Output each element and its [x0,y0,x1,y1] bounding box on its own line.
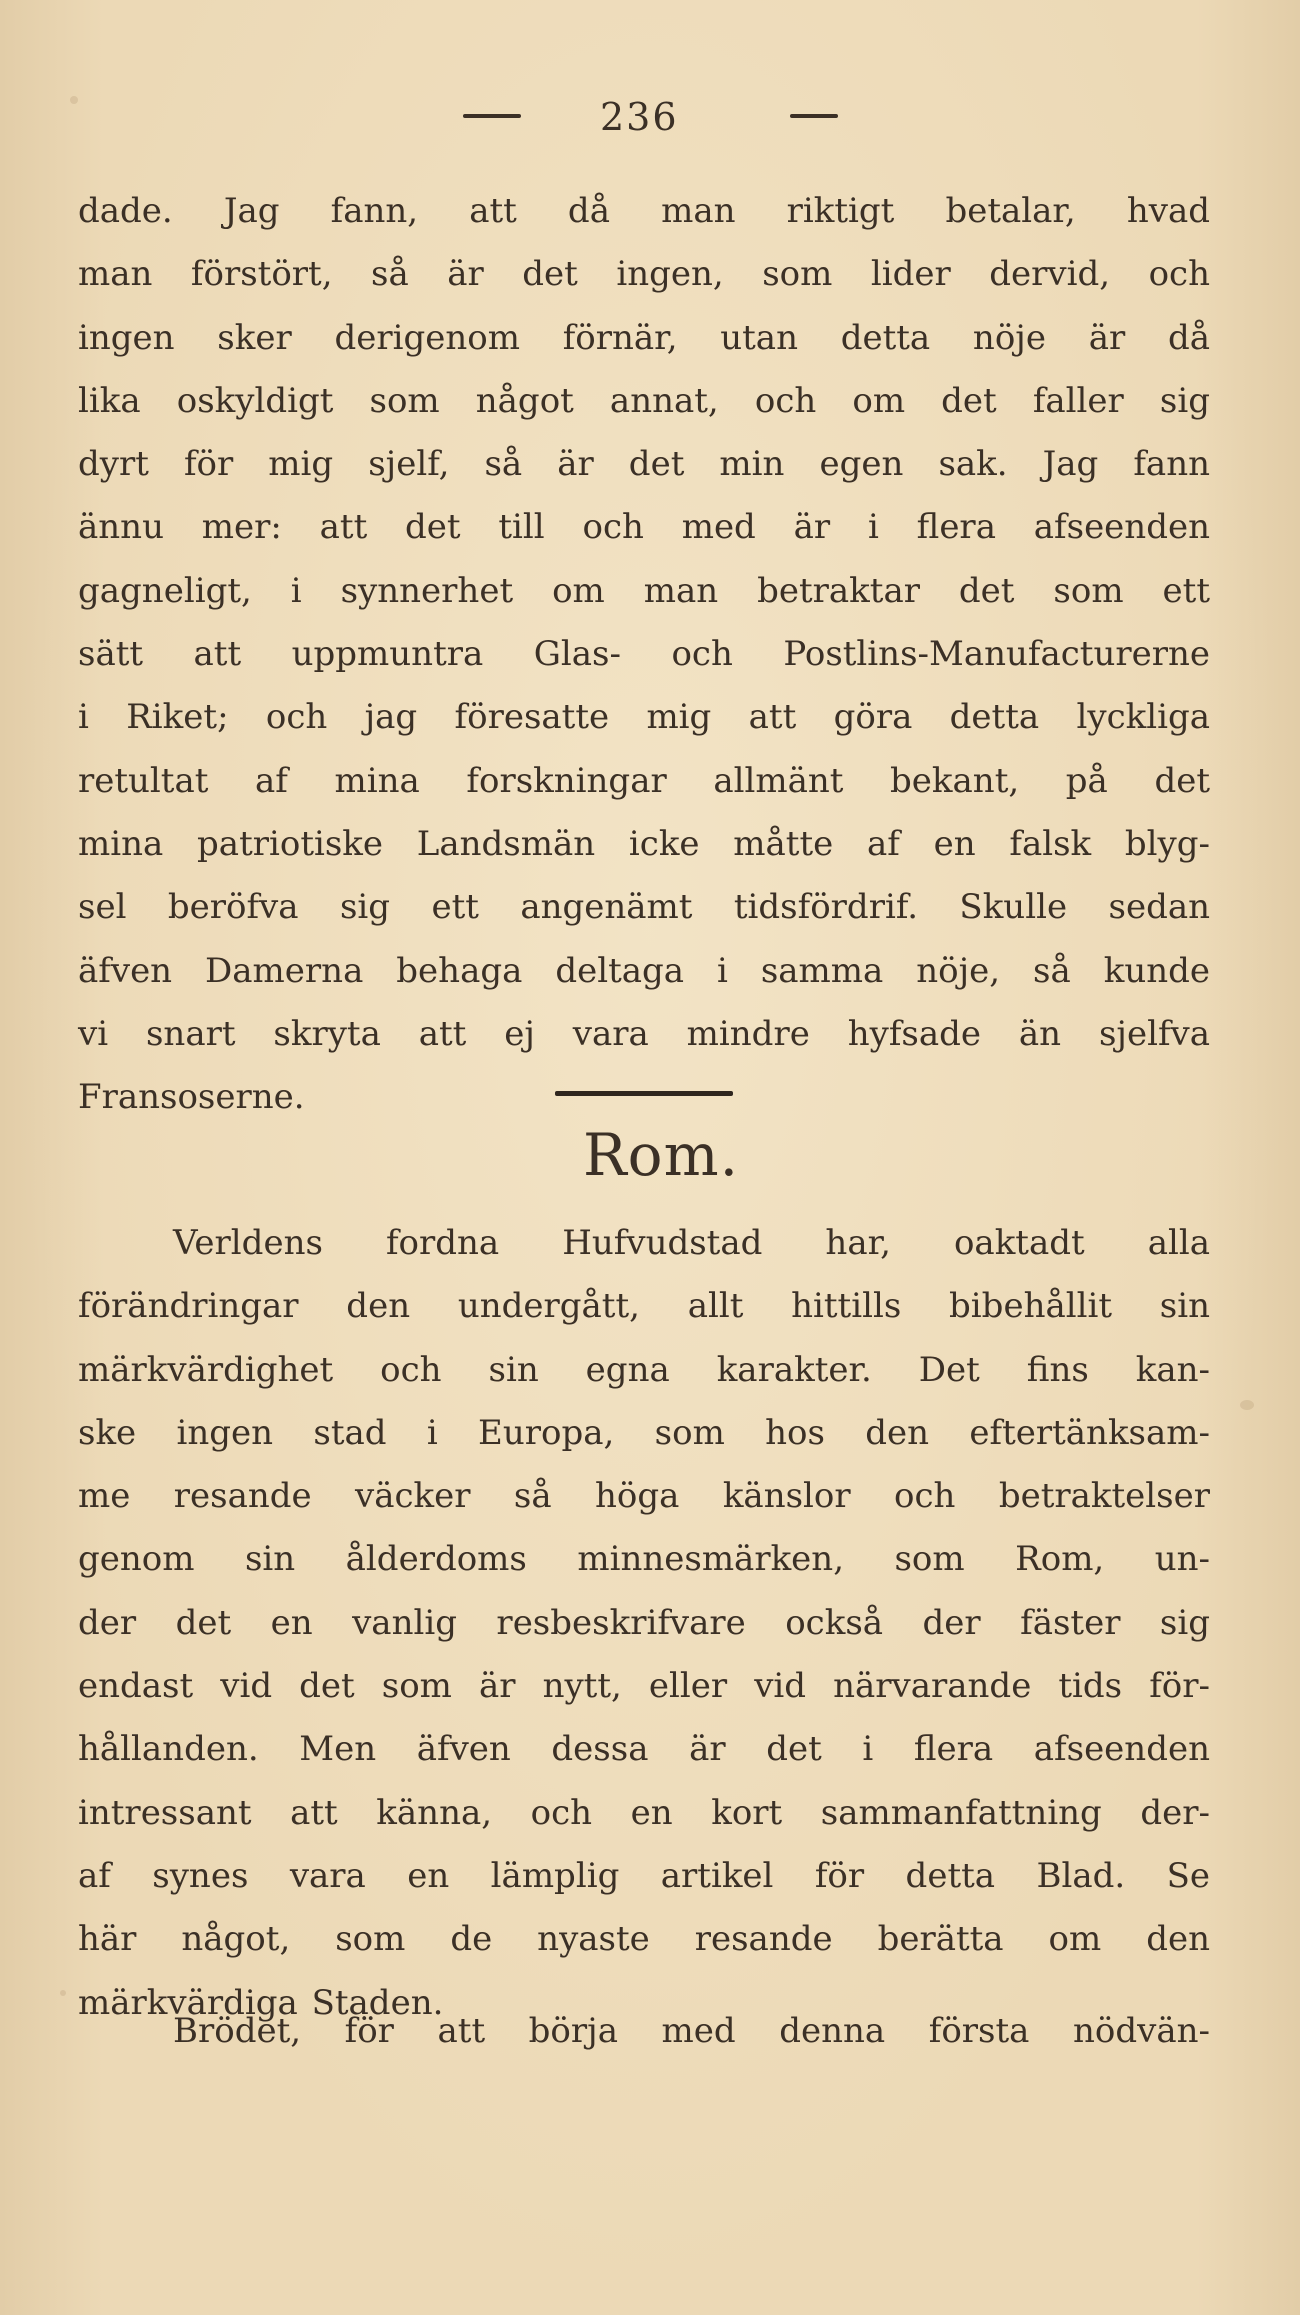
text-line: ske ingen stad i Europa, som hos den eftertänksam- [78,1412,1210,1453]
text-line: mina patriotiske Landsmän icke måtte af en falsk blyg- [78,823,1210,864]
text-line: genom sin ålderdoms minnesmärken, som Rom, un- [78,1539,1210,1580]
text-line: ingen sker derigenom förnär, utan detta nöje är då [78,317,1210,358]
text-line: retultat af mina forskningar allmänt bekant, på det [78,760,1210,801]
text-line: märkvärdighet och sin egna karakter. Det fins kan- [78,1349,1210,1390]
text-line: i Riket; och jag föresatte mig att göra detta lyckliga [78,697,1210,738]
text-line: der det en vanlig resbeskrifvare också der fäster sig [78,1602,1210,1643]
paragraph-brodet [78,2000,1210,2063]
text-line: endast vid det som är nytt, eller vid närvarande tids för- [78,1666,1210,1707]
text-line: af synes vara en lämplig artikel för detta Blad. Se [78,1855,1210,1896]
section-divider [555,1091,733,1096]
page-header [0,92,1300,142]
text-line: dyrt för mig sjelf, så är det min egen sak. Jag fann [78,444,1210,485]
text-line: man förstört, så är det ingen, som lider dervid, och [78,254,1210,295]
text-line: förändringar den undergått, allt hittills bibehållit sin [78,1286,1210,1327]
text-line: sel beröfva sig ett angenämt tidsfördrif. Skulle sedan [78,887,1210,928]
section-heading: Rom. [582,1121,740,1189]
text-line: Brödet, för att börja med denna första nödvän- [173,2011,1210,2051]
text-line: märkvärdiga Staden. [78,1982,444,2023]
text-line: gagneligt, i synnerhet om man betraktar det som ett [78,570,1210,611]
text-line: Fransoserne. [78,1077,305,1118]
text-line: lika oskyldigt som något annat, och om det faller sig [78,380,1210,421]
text-line: äfven Damerna behaga deltaga i samma nöje, så kunde [78,950,1210,991]
text-line: vi snart skryta att ej vara mindre hyfsade än sjelfva [78,1013,1210,1054]
text-line: sätt att uppmuntra Glas- och Postlins-Manufacturerne [78,634,1210,675]
text-line: intressant att känna, och en kort sammanfattning der- [78,1792,1210,1833]
text-line: här något, som de nyaste resande berätta om den [78,1919,1210,1960]
paragraph-continuation [78,180,1210,1129]
page-number: 236 [600,95,679,139]
paper-stain [1240,1400,1254,1410]
paragraph-rom [78,1212,1210,2035]
header-dash-left [463,114,521,118]
text-line: me resande väcker så höga känslor och betraktelser [78,1476,1210,1517]
text-line: ännu mer: att det till och med är i flera afseenden [78,507,1210,548]
text-line: dade. Jag fann, att då man riktigt betalar, hvad [78,191,1210,231]
header-dash-right [790,114,838,118]
text-line: Verldens fordna Hufvudstad har, oaktadt alla [173,1223,1210,1263]
paper-stain [60,1990,66,1996]
text-line: hållanden. Men äfven dessa är det i flera afseenden [78,1729,1210,1770]
